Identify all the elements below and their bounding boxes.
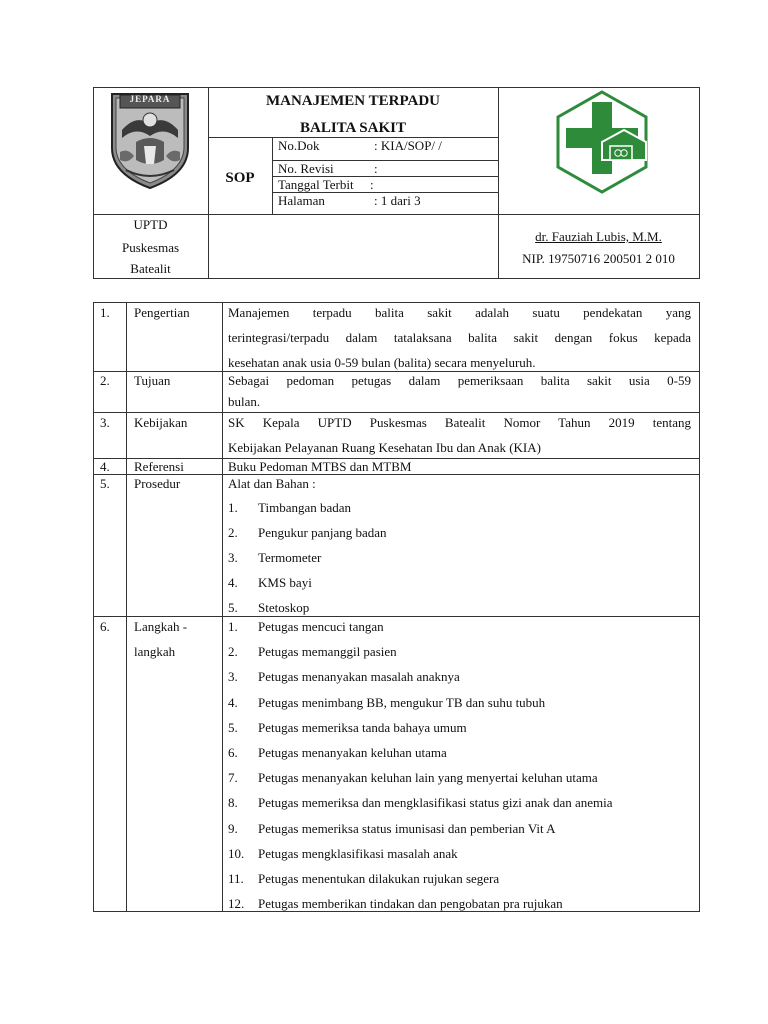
meta-value-halaman: : 1 dari 3 <box>374 193 421 208</box>
meta-label-no-dok: No.Dok <box>278 138 320 153</box>
row-content-pengertian <box>228 300 691 375</box>
list-item: 6. Petugas menanyakan keluhan utama <box>228 744 447 760</box>
list-item: 3. Termometer <box>228 550 322 565</box>
row-label-tujuan: Tujuan <box>134 373 171 388</box>
signer-nip: NIP. 19750716 200501 2 010 <box>522 251 675 266</box>
list-item: 5. Petugas memeriksa tanda bahaya umum <box>228 719 467 735</box>
row-number: 1. <box>100 305 110 320</box>
logo-text: JEPARA <box>129 94 171 104</box>
meta-value-no-revisi: : <box>374 161 378 176</box>
row-number: 4. <box>100 459 110 474</box>
list-item: 4. Petugas menimbang BB, mengukur TB dan suhu tubuh <box>228 694 546 710</box>
jepara-emblem-icon <box>106 90 194 190</box>
list-item: 2. Pengukur panjang badan <box>228 525 387 540</box>
list-item: 1. Timbangan badan <box>228 500 352 515</box>
content-line: kesehatan anak usia 0-59 bulan (balita) secara menyeluruh. <box>228 355 536 370</box>
list-item: 3. Petugas menanyakan masalah anaknya <box>228 669 460 685</box>
row-label-pengertian: Pengertian <box>134 305 190 320</box>
content-line: bulan. <box>228 394 261 409</box>
jepara-logo <box>106 90 194 190</box>
meta-label-no-revisi: No. Revisi <box>278 161 334 176</box>
content-line: terintegrasi/terpadu dalam tatalaksana balita sakit dengan fokus kepada <box>228 330 691 345</box>
puskesmas-cross-icon <box>554 90 650 194</box>
row-number: 3. <box>100 415 110 430</box>
prosedur-intro: Alat dan Bahan : <box>228 476 316 491</box>
meta-label-halaman: Halaman <box>278 193 325 208</box>
document-title-line1: MANAJEMEN TERPADU <box>265 93 441 109</box>
puskesmas-logo <box>554 90 650 194</box>
row-content-tujuan <box>228 368 691 414</box>
content-line: Manajemen terpadu balita sakit adalah suatu pendekatan yang <box>228 305 691 320</box>
org-line-uptd: UPTD <box>133 217 168 232</box>
list-item: 9. Petugas memeriksa status imunisasi dan pemberian Vit A <box>228 820 556 836</box>
meta-value-tanggal-terbit: : <box>370 177 374 192</box>
meta-label-tanggal-terbit: Tanggal Terbit <box>278 177 354 192</box>
content-line: Kebijakan Pelayanan Ruang Kesehatan Ibu dan Anak (KIA) <box>228 440 541 455</box>
sop-label: SOP <box>225 170 255 186</box>
list-item: 2. Petugas memanggil pasien <box>228 644 397 660</box>
content-line: SK Kepala UPTD Puskesmas Batealit Nomor Tahun 2019 tentang <box>228 415 691 430</box>
list-item: 4. KMS bayi <box>228 575 312 590</box>
list-item: 8. Petugas memeriksa dan mengklasifikasi status gizi anak dan anemia <box>228 795 613 811</box>
row-content-kebijakan <box>228 410 691 460</box>
row-content-referensi: Buku Pedoman MTBS dan MTBM <box>228 459 412 474</box>
row-label-prosedur: Prosedur <box>134 476 181 491</box>
row-number: 2. <box>100 373 110 388</box>
row-label-langkah-line2: langkah <box>134 644 176 659</box>
prosedur-list <box>228 500 688 625</box>
langkah-list <box>228 619 693 921</box>
list-item: 12. Petugas memberikan tindakan dan pengobatan pra rujukan <box>228 896 563 912</box>
row-number: 6. <box>100 619 110 634</box>
content-line: Sebagai pedoman petugas dalam pemeriksaan balita sakit usia 0-59 <box>228 373 691 388</box>
list-item: 7. Petugas menanyakan keluhan lain yang menyertai keluhan utama <box>228 770 598 786</box>
row-number: 5. <box>100 476 110 491</box>
row-label-kebijakan: Kebijakan <box>134 415 188 430</box>
org-line-puskesmas: Puskesmas <box>121 240 180 255</box>
signer-name: dr. Fauziah Lubis, M.M. <box>535 229 662 244</box>
list-item: 10. Petugas mengklasifikasi masalah anak <box>228 845 458 861</box>
list-item: 11. Petugas menentukan dilakukan rujukan segera <box>228 870 500 886</box>
list-item: 5. Stetoskop <box>228 600 310 615</box>
list-item: 1. Petugas mencuci tangan <box>228 619 384 634</box>
meta-value-no-dok: : KIA/SOP/ / <box>374 138 442 153</box>
document-title-line2: BALITA SAKIT <box>299 120 406 136</box>
row-label-langkah-line1: Langkah - <box>134 619 188 634</box>
row-label-referensi: Referensi <box>134 459 184 474</box>
org-line-batealit: Batealit <box>130 261 171 276</box>
